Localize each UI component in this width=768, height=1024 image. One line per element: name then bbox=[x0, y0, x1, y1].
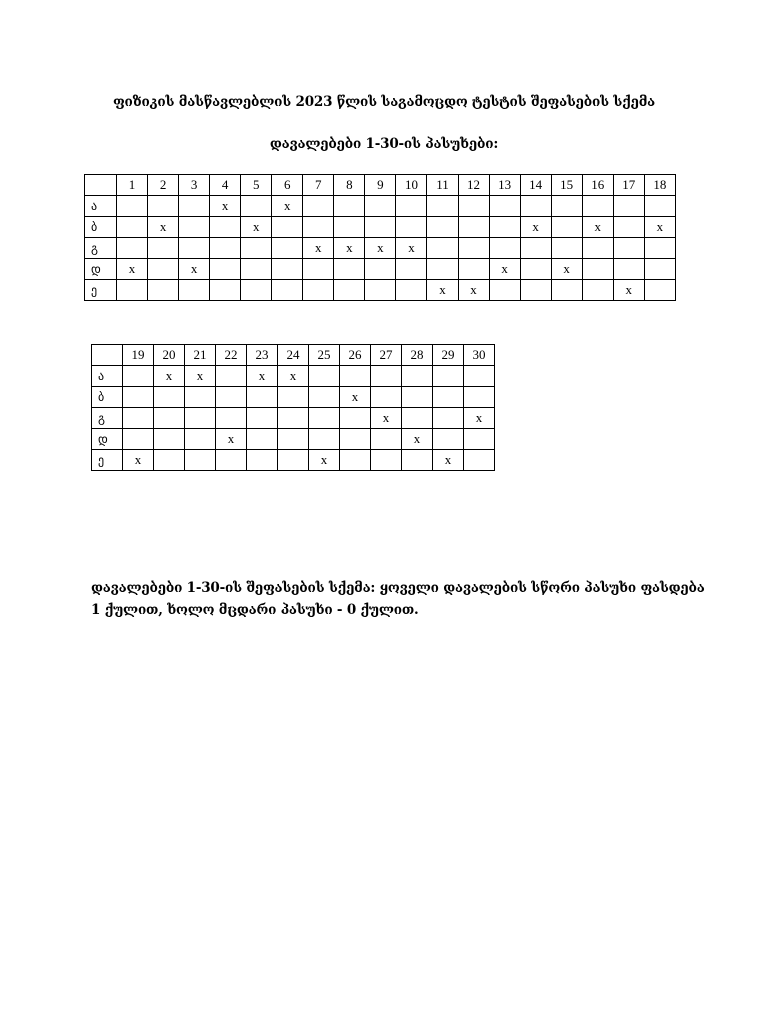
answer-cell bbox=[458, 217, 489, 238]
answer-cell bbox=[433, 387, 464, 408]
answer-cell bbox=[489, 217, 520, 238]
answer-mark: x bbox=[278, 366, 309, 387]
answer-mark: x bbox=[371, 408, 402, 429]
answer-cell bbox=[117, 280, 148, 301]
question-number: 8 bbox=[334, 175, 365, 196]
answer-cell bbox=[148, 259, 179, 280]
answer-cell bbox=[464, 429, 495, 450]
option-label: გ bbox=[85, 238, 117, 259]
option-row bbox=[85, 280, 676, 301]
answer-mark: x bbox=[582, 217, 613, 238]
answer-cell bbox=[644, 259, 675, 280]
answer-mark: x bbox=[117, 259, 148, 280]
answer-cell bbox=[303, 196, 334, 217]
answer-cell bbox=[154, 450, 185, 471]
answer-mark: x bbox=[433, 450, 464, 471]
answer-mark: x bbox=[303, 238, 334, 259]
answer-cell bbox=[402, 408, 433, 429]
question-number: 15 bbox=[551, 175, 582, 196]
answer-cell bbox=[613, 196, 644, 217]
answer-cell bbox=[179, 217, 210, 238]
answer-cell bbox=[179, 196, 210, 217]
question-number: 9 bbox=[365, 175, 396, 196]
answer-cell bbox=[278, 387, 309, 408]
question-number: 13 bbox=[489, 175, 520, 196]
answer-cell bbox=[216, 408, 247, 429]
option-row bbox=[92, 387, 495, 408]
question-number: 6 bbox=[272, 175, 303, 196]
answer-cell bbox=[644, 280, 675, 301]
answer-mark: x bbox=[402, 429, 433, 450]
question-number: 19 bbox=[123, 345, 154, 366]
answer-cell bbox=[216, 450, 247, 471]
question-number: 16 bbox=[582, 175, 613, 196]
answer-mark: x bbox=[148, 217, 179, 238]
answer-cell bbox=[185, 429, 216, 450]
answer-cell bbox=[278, 429, 309, 450]
answer-cell bbox=[582, 196, 613, 217]
answer-cell bbox=[247, 450, 278, 471]
answer-mark: x bbox=[216, 429, 247, 450]
answer-cell bbox=[334, 217, 365, 238]
answer-cell bbox=[371, 366, 402, 387]
answer-cell bbox=[123, 366, 154, 387]
grid-header-row bbox=[85, 175, 676, 196]
answer-cell bbox=[396, 196, 427, 217]
answer-cell bbox=[154, 429, 185, 450]
answer-cell bbox=[396, 280, 427, 301]
question-number: 3 bbox=[179, 175, 210, 196]
answer-cell bbox=[210, 238, 241, 259]
answer-cell bbox=[402, 450, 433, 471]
answer-cell bbox=[303, 217, 334, 238]
answer-cell bbox=[427, 238, 458, 259]
option-label: ა bbox=[85, 196, 117, 217]
answer-cell bbox=[210, 217, 241, 238]
answer-cell bbox=[272, 238, 303, 259]
answer-cell bbox=[402, 366, 433, 387]
question-number: 25 bbox=[309, 345, 340, 366]
answer-cell bbox=[303, 280, 334, 301]
answer-cell bbox=[433, 408, 464, 429]
answer-grid-1-18 bbox=[84, 174, 676, 301]
answer-cell bbox=[427, 196, 458, 217]
option-label: ბ bbox=[85, 217, 117, 238]
answer-cell bbox=[458, 238, 489, 259]
answer-cell bbox=[210, 259, 241, 280]
answer-cell bbox=[365, 217, 396, 238]
answer-cell bbox=[402, 387, 433, 408]
answer-cell bbox=[433, 366, 464, 387]
answer-cell bbox=[117, 238, 148, 259]
answer-mark: x bbox=[644, 217, 675, 238]
scoring-rule bbox=[91, 577, 731, 621]
answer-cell bbox=[241, 259, 272, 280]
answer-cell bbox=[278, 408, 309, 429]
answer-cell bbox=[216, 366, 247, 387]
answer-cell bbox=[551, 238, 582, 259]
grid-corner-cell bbox=[92, 345, 123, 366]
answer-cell bbox=[464, 387, 495, 408]
answer-cell bbox=[309, 387, 340, 408]
answer-cell bbox=[371, 429, 402, 450]
answer-cell bbox=[520, 238, 551, 259]
question-number: 21 bbox=[185, 345, 216, 366]
scoring-rule-line-1: დავალებები 1-30-ის შეფასების სქემა: ყოველი დავალების სწორი პასუხი ფასდება bbox=[91, 580, 705, 596]
section-heading: დავალებები 1-30-ის პასუხები: bbox=[269, 136, 499, 152]
question-number: 12 bbox=[458, 175, 489, 196]
answer-cell bbox=[340, 450, 371, 471]
answer-cell bbox=[117, 196, 148, 217]
option-row bbox=[92, 450, 495, 471]
option-row bbox=[85, 196, 676, 217]
answer-cell bbox=[427, 217, 458, 238]
scoring-rule-line-2: 1 ქულით, ხოლო მცდარი პასუხი - 0 ქულით. bbox=[91, 602, 419, 618]
answer-cell bbox=[427, 259, 458, 280]
answer-cell bbox=[489, 196, 520, 217]
answer-cell bbox=[334, 280, 365, 301]
answer-cell bbox=[148, 238, 179, 259]
answer-cell bbox=[458, 196, 489, 217]
answer-cell bbox=[644, 238, 675, 259]
option-row bbox=[85, 238, 676, 259]
answer-cell bbox=[582, 280, 613, 301]
answer-cell bbox=[340, 408, 371, 429]
answer-cell bbox=[241, 280, 272, 301]
question-number: 1 bbox=[117, 175, 148, 196]
answer-cell bbox=[433, 429, 464, 450]
option-row bbox=[92, 408, 495, 429]
answer-mark: x bbox=[489, 259, 520, 280]
answer-cell bbox=[247, 387, 278, 408]
answer-cell bbox=[582, 238, 613, 259]
answer-cell bbox=[489, 280, 520, 301]
option-label: ბ bbox=[92, 387, 123, 408]
question-number: 23 bbox=[247, 345, 278, 366]
answer-cell bbox=[123, 387, 154, 408]
answer-cell bbox=[272, 280, 303, 301]
answer-mark: x bbox=[551, 259, 582, 280]
answer-mark: x bbox=[458, 280, 489, 301]
answer-cell bbox=[365, 196, 396, 217]
option-row bbox=[92, 429, 495, 450]
answer-cell bbox=[464, 366, 495, 387]
option-row bbox=[92, 366, 495, 387]
answer-cell bbox=[334, 259, 365, 280]
question-number: 5 bbox=[241, 175, 272, 196]
question-number: 14 bbox=[520, 175, 551, 196]
answer-mark: x bbox=[613, 280, 644, 301]
answer-cell bbox=[309, 366, 340, 387]
answer-cell bbox=[551, 280, 582, 301]
answer-cell bbox=[309, 429, 340, 450]
answer-cell bbox=[148, 196, 179, 217]
answer-cell bbox=[489, 238, 520, 259]
answer-cell bbox=[365, 280, 396, 301]
grid-header-row bbox=[92, 345, 495, 366]
answer-cell bbox=[340, 429, 371, 450]
answer-mark: x bbox=[340, 387, 371, 408]
answer-grid-19-30 bbox=[91, 344, 495, 471]
question-number: 24 bbox=[278, 345, 309, 366]
answer-mark: x bbox=[396, 238, 427, 259]
answer-cell bbox=[396, 259, 427, 280]
answer-mark: x bbox=[427, 280, 458, 301]
answer-cell bbox=[340, 366, 371, 387]
answer-cell bbox=[117, 217, 148, 238]
question-number: 29 bbox=[433, 345, 464, 366]
question-number: 28 bbox=[402, 345, 433, 366]
answer-cell bbox=[334, 196, 365, 217]
answer-cell bbox=[582, 259, 613, 280]
answer-cell bbox=[613, 238, 644, 259]
answer-cell bbox=[272, 217, 303, 238]
grid-corner-cell bbox=[85, 175, 117, 196]
answer-cell bbox=[154, 408, 185, 429]
answer-cell bbox=[303, 259, 334, 280]
answer-mark: x bbox=[247, 366, 278, 387]
answer-cell bbox=[154, 387, 185, 408]
question-number: 4 bbox=[210, 175, 241, 196]
answer-cell bbox=[216, 387, 247, 408]
question-number: 22 bbox=[216, 345, 247, 366]
answer-cell bbox=[179, 280, 210, 301]
answer-cell bbox=[520, 196, 551, 217]
answer-cell bbox=[613, 259, 644, 280]
answer-cell bbox=[458, 259, 489, 280]
option-label: დ bbox=[92, 429, 123, 450]
answer-cell bbox=[241, 196, 272, 217]
answer-mark: x bbox=[185, 366, 216, 387]
option-row bbox=[85, 259, 676, 280]
question-number: 2 bbox=[148, 175, 179, 196]
answer-cell bbox=[185, 408, 216, 429]
answer-cell bbox=[247, 429, 278, 450]
answer-cell bbox=[148, 280, 179, 301]
answer-mark: x bbox=[520, 217, 551, 238]
answer-cell bbox=[371, 450, 402, 471]
answer-cell bbox=[210, 280, 241, 301]
question-number: 10 bbox=[396, 175, 427, 196]
answer-cell bbox=[247, 408, 278, 429]
answer-cell bbox=[396, 217, 427, 238]
answer-mark: x bbox=[154, 366, 185, 387]
answer-cell bbox=[551, 196, 582, 217]
question-number: 17 bbox=[613, 175, 644, 196]
answer-cell bbox=[520, 259, 551, 280]
question-number: 11 bbox=[427, 175, 458, 196]
page-title: ფიზიკის მასწავლებლის 2023 წლის საგამოცდო ტესტის შეფასების სქემა bbox=[113, 94, 655, 110]
option-label: ა bbox=[92, 366, 123, 387]
question-number: 26 bbox=[340, 345, 371, 366]
answer-mark: x bbox=[179, 259, 210, 280]
answer-mark: x bbox=[334, 238, 365, 259]
answer-cell bbox=[644, 196, 675, 217]
answer-cell bbox=[185, 387, 216, 408]
answer-cell bbox=[520, 280, 551, 301]
option-label: გ bbox=[92, 408, 123, 429]
question-number: 7 bbox=[303, 175, 334, 196]
answer-mark: x bbox=[309, 450, 340, 471]
answer-cell bbox=[123, 408, 154, 429]
question-number: 18 bbox=[644, 175, 675, 196]
option-label: ე bbox=[85, 280, 117, 301]
option-label: ე bbox=[92, 450, 123, 471]
answer-cell bbox=[272, 259, 303, 280]
question-number: 20 bbox=[154, 345, 185, 366]
answer-mark: x bbox=[241, 217, 272, 238]
answer-cell bbox=[278, 450, 309, 471]
answer-mark: x bbox=[464, 408, 495, 429]
answer-cell bbox=[179, 238, 210, 259]
answer-cell bbox=[464, 450, 495, 471]
answer-cell bbox=[551, 217, 582, 238]
answer-cell bbox=[371, 387, 402, 408]
answer-mark: x bbox=[365, 238, 396, 259]
answer-cell bbox=[123, 429, 154, 450]
answer-mark: x bbox=[272, 196, 303, 217]
option-label: დ bbox=[85, 259, 117, 280]
question-number: 30 bbox=[464, 345, 495, 366]
question-number: 27 bbox=[371, 345, 402, 366]
answer-mark: x bbox=[123, 450, 154, 471]
answer-cell bbox=[613, 217, 644, 238]
answer-mark: x bbox=[210, 196, 241, 217]
answer-cell bbox=[185, 450, 216, 471]
answer-cell bbox=[365, 259, 396, 280]
option-row bbox=[85, 217, 676, 238]
answer-cell bbox=[241, 238, 272, 259]
answer-cell bbox=[309, 408, 340, 429]
